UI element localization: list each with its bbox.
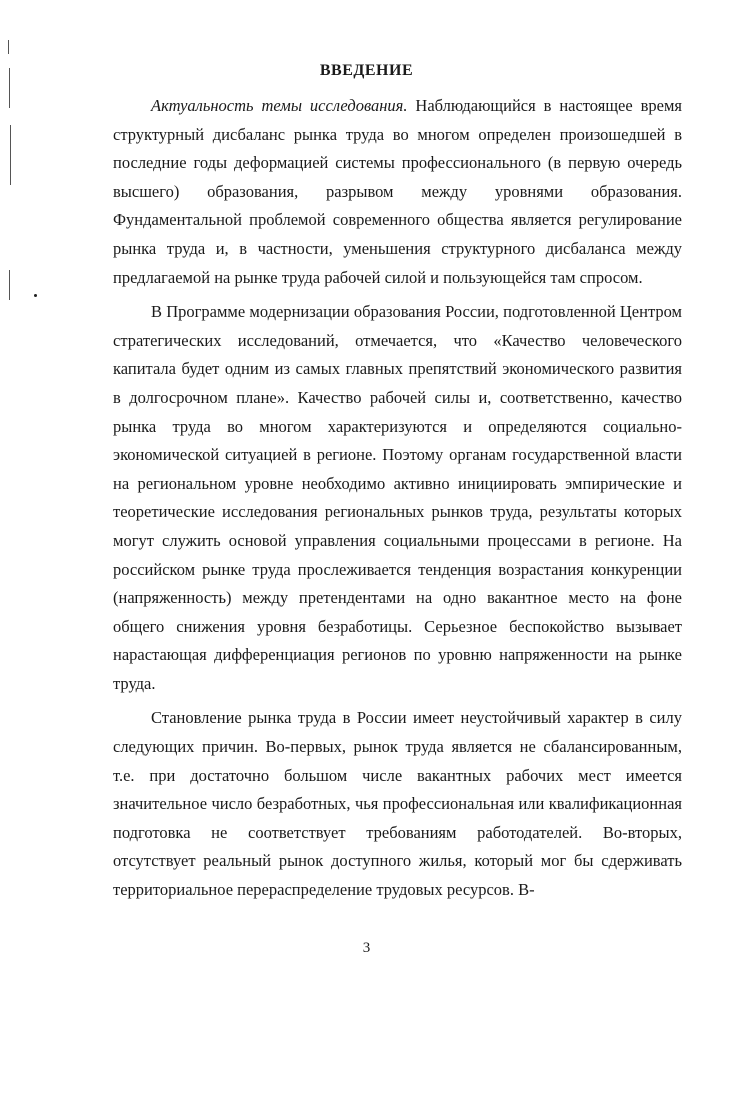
body-text	[113, 92, 682, 911]
scan-artifact	[10, 125, 11, 185]
paragraph-1-lead: Актуальность темы исследования.	[151, 96, 408, 115]
paragraph-1-text: Наблюдающийся в настоящее время структурный дисбаланс рынка труда во многом определен произошедшей в последние годы деформацией системы профессионального (в первую очередь высшего) образования, разрывом между уровнями образования. Фундаментальной проблемой современного общества является регулирование рынка труда и, в частности, уменьшения структурного дисбаланса между предлагаемой на рынке труда рабочей силой и пользующейся там спросом.	[113, 96, 682, 287]
paragraph-3-text: Становление рынка труда в России имеет неустойчивый характер в силу следующих причин. Во-первых, рынок труда является не сбалансированным, т.е. при достаточно большом числе вакантных рабочих мест имеется значительное число безработных, чья профессиональная или квалификационная подготовка не соответствует требованиям работодателей. Во-вторых, отсутствует реальный рынок доступного жилья, который мог бы сдерживать территориальное перераспределение трудовых ресурсов. В-	[113, 708, 682, 900]
paragraph-3	[113, 704, 682, 904]
page-number: 3	[362, 940, 371, 956]
scan-dot	[34, 294, 37, 297]
paragraph-1	[113, 92, 682, 292]
scan-artifact	[9, 270, 10, 300]
scan-artifact	[8, 40, 9, 54]
paragraph-2-text: В Программе модернизации образования России, подготовленной Центром стратегических исследований, отмечается, что «Качество человеческого капитала будет одним из самых главных препятствий экономического развития в долгосрочном плане». Качество рабочей силы и, соответственно, качество рынка труда во многом характеризуются и определяются социально-экономической ситуацией в регионе. Поэтому органам государственной власти на региональном уровне необходимо активно инициировать эмпирические и теоретические исследования региональных рынков труда, результаты которых могут служить основой управления социальными процессами в регионе. На российском рынке труда прослеживается тенденция возрастания конкуренции (напряженность) между претендентами на одно вакантное место на фоне общего снижения уровня безработицы. Серьезное беспокойство вызывает нарастающая дифференциация регионов по уровню напряженности на рынке труда.	[113, 302, 682, 693]
page-title: ВВЕДЕНИЕ	[319, 62, 414, 79]
paragraph-2	[113, 298, 682, 698]
